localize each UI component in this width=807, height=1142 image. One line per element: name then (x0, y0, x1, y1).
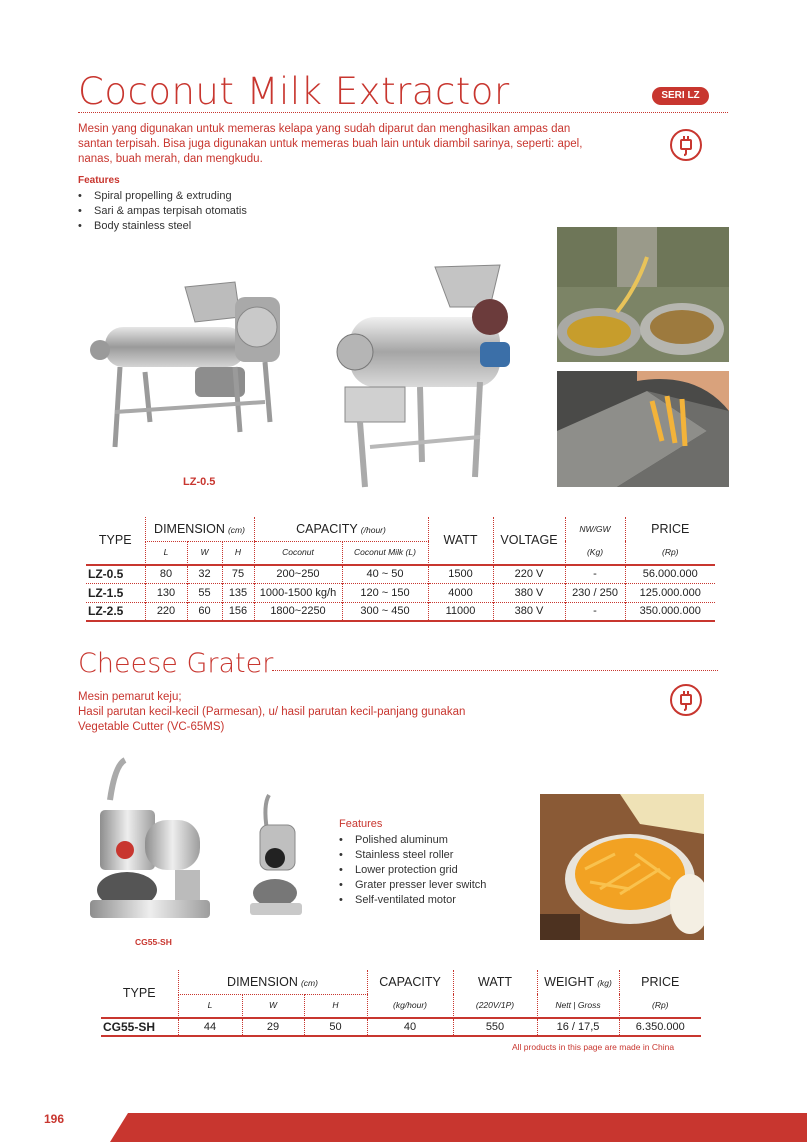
feature-item: • Body stainless steel (78, 219, 247, 234)
header-nwgw-unit: (Kg) (565, 541, 625, 563)
section2-features-heading: Features (339, 818, 383, 830)
section2-title-rule (272, 670, 718, 671)
header-w: W (187, 541, 222, 563)
power-plug-icon (670, 129, 702, 161)
footer-bar (110, 1113, 807, 1142)
section1-title-rule (78, 112, 728, 113)
header-watt: WATT (453, 970, 537, 994)
section1-description: Mesin yang digunakan untuk memeras kelapa yang sudah diparut dan menghasilkan ampas dan santan terpisah. Bisa juga digunakan untuk memeras buah lain untuk diambil sarinya, seperti: apel, nanas, buah merah, dan mengkudu. (78, 123, 583, 165)
coconut-output-photo (557, 227, 729, 362)
table-row: LZ-2.5 220 60 156 1800~2250 300 ~ 450 11000 380 V - 350.000.000 (86, 602, 715, 621)
table-row: LZ-0.5 80 32 75 200~250 40 ~ 50 1500 220 V - 56.000.000 (86, 565, 715, 583)
grated-cheese-photo (540, 794, 704, 940)
header-dimension: DIMENSION (cm) (145, 517, 254, 541)
section1-title: Coconut Milk Extractor (78, 70, 510, 113)
header-l: L (145, 541, 187, 563)
section2-features-list (339, 833, 486, 908)
header-voltage: VOLTAGE (493, 517, 565, 563)
coconut-extractor-image-lz05 (85, 272, 285, 457)
cheese-grater-spec-table (101, 970, 701, 1037)
coconut-extractor-image-large (330, 262, 510, 494)
header-coconut: Coconut (254, 541, 342, 563)
header-h: H (222, 541, 254, 563)
feature-item: • Self-ventilated motor (339, 893, 486, 908)
header-price-unit: (Rp) (625, 541, 715, 563)
product-label-lz05: LZ-0.5 (183, 476, 216, 488)
series-badge: SERI LZ (652, 87, 709, 105)
feature-item: • Lower protection grid (339, 863, 486, 878)
header-nwgw: NW/GW (565, 517, 625, 541)
header-watt-unit: (220V/1P) (453, 994, 537, 1016)
header-w: W (242, 994, 304, 1016)
section2-title: Cheese Grater (78, 648, 274, 679)
header-price: PRICE (625, 517, 715, 541)
header-price-unit: (Rp) (619, 994, 701, 1016)
cheese-grater-image (85, 755, 215, 933)
header-coconut-milk: Coconut Milk (L) (342, 541, 428, 563)
section2-description: Mesin pemarut keju; Hasil parutan kecil-kecil (Parmesan), u/ hasil parutan kecil-panjang gunakan Vegetable Cutter (VC-65MS) (78, 691, 466, 733)
header-l: L (178, 994, 242, 1016)
header-weight: WEIGHT (kg) (537, 970, 619, 994)
feature-item: • Spiral propelling & extruding (78, 189, 247, 204)
header-type: TYPE (98, 533, 132, 547)
header-dimension: DIMENSION (cm) (178, 970, 367, 994)
header-capacity-unit: (kg/hour) (367, 994, 453, 1016)
section1-features-heading: Features (78, 175, 120, 186)
section1-features-list (78, 189, 247, 234)
header-capacity: CAPACITY (367, 970, 453, 994)
header-type: TYPE (122, 986, 156, 1000)
origin-note: All products in this page are made in China (512, 1042, 675, 1052)
pouring-input-photo (557, 371, 729, 487)
header-capacity: CAPACITY (/hour) (254, 517, 428, 541)
header-weight-sub: Nett | Gross (537, 994, 619, 1016)
feature-item: • Polished aluminum (339, 833, 486, 848)
header-price: PRICE (619, 970, 701, 994)
table-row: CG55-SH 44 29 50 40 550 16 / 17,5 6.350.000 (101, 1018, 701, 1036)
page-number: 196 (44, 1112, 65, 1126)
feature-item: • Stainless steel roller (339, 848, 486, 863)
power-plug-icon (670, 684, 702, 716)
product-label-cg55sh: CG55-SH (135, 937, 172, 947)
coconut-spec-table (86, 517, 715, 622)
header-watt: WATT (428, 517, 493, 563)
header-h: H (304, 994, 367, 1016)
feature-item: • Sari & ampas terpisah otomatis (78, 204, 247, 219)
cheese-grater-image-alt (245, 790, 305, 923)
table-row: LZ-1.5 130 55 135 1000-1500 kg/h 120 ~ 150 4000 380 V 230 / 250 125.000.000 (86, 583, 715, 602)
feature-item: • Grater presser lever switch (339, 878, 486, 893)
